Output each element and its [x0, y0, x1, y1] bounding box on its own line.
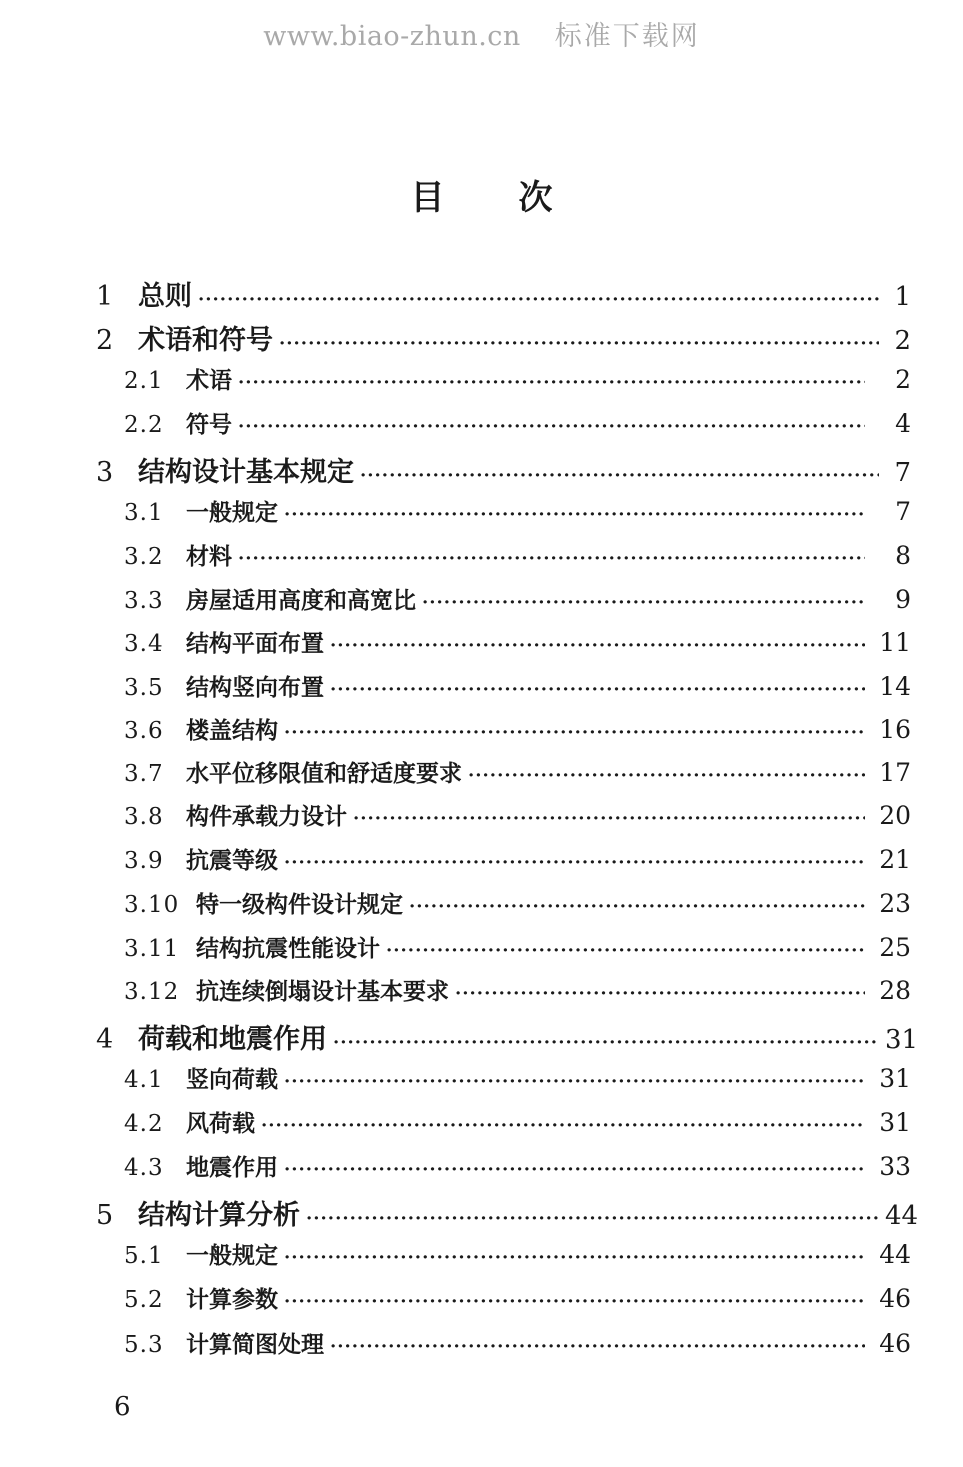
toc-entry-page: 46	[879, 1284, 911, 1313]
toc-entry-title: 结构平面布置	[186, 630, 324, 657]
toc-dot-leader	[284, 724, 865, 742]
toc-entry-title: 地震作用	[186, 1154, 278, 1181]
toc-entry	[96, 274, 911, 313]
watermark-url: www.biao-zhun.cn	[263, 21, 521, 52]
toc-entry-title: 符号	[186, 411, 232, 438]
toc-entry-number: 3.2	[124, 544, 164, 570]
toc-entry-number: 2.2	[124, 412, 164, 438]
page-title: 目次	[410, 178, 627, 218]
toc-entry-page: 31	[879, 1108, 911, 1137]
toc-entry	[124, 538, 911, 571]
toc-dot-leader	[353, 810, 865, 828]
toc-entry-page: 2	[894, 326, 911, 356]
toc-entry-number: 3.1	[124, 500, 164, 526]
toc-entry-number: 5	[96, 1200, 114, 1231]
watermark	[0, 14, 963, 53]
toc-dot-leader	[284, 1161, 865, 1179]
toc-dot-leader	[284, 854, 865, 872]
toc-entry-page: 28	[879, 976, 911, 1005]
toc-entry	[124, 755, 911, 788]
toc-entry-page: 44	[879, 1240, 911, 1269]
page-number: 6	[114, 1392, 131, 1422]
toc-entry-title: 竖向荷载	[186, 1066, 278, 1093]
toc-entry-title: 楼盖结构	[186, 717, 278, 744]
toc-entry-page: 16	[879, 715, 911, 744]
toc-entry	[124, 712, 911, 745]
toc-dot-leader	[284, 506, 865, 524]
toc-entry-page: 14	[879, 672, 911, 701]
toc-dot-leader	[422, 594, 865, 612]
toc-dot-leader	[198, 291, 879, 309]
toc-dot-leader	[238, 374, 865, 392]
toc-entry-title: 计算参数	[186, 1286, 278, 1313]
toc-entry-title: 计算简图处理	[186, 1331, 324, 1358]
toc-entry-page: 46	[879, 1329, 911, 1358]
toc-dot-leader	[333, 1034, 879, 1052]
toc-entry-title: 水平位移限值和舒适度要求	[186, 760, 462, 787]
toc-entry	[124, 625, 911, 658]
toc-entry-number: 4.2	[124, 1111, 164, 1137]
toc-entry	[124, 582, 911, 615]
toc-entry-page: 20	[879, 801, 911, 830]
toc-entry-page: 23	[879, 889, 911, 918]
toc-entry-title: 结构设计基本规定	[138, 457, 354, 488]
toc-entry-number: 3.7	[124, 761, 164, 787]
toc-entry-title: 风荷载	[186, 1110, 255, 1137]
toc-entry-number: 4.1	[124, 1067, 164, 1093]
toc-entry-title: 材料	[186, 543, 232, 570]
toc-entry-number: 2	[96, 325, 114, 356]
toc-entry-number: 3.8	[124, 804, 164, 830]
toc-entry	[124, 930, 911, 963]
toc-entry-number: 3.12	[124, 979, 180, 1005]
toc-entry	[124, 362, 911, 395]
toc-entry-number: 3.10	[124, 892, 180, 918]
toc-entry-number: 3.9	[124, 848, 164, 874]
toc-entry-page: 21	[879, 845, 911, 874]
toc-dot-leader	[284, 1293, 865, 1311]
toc-entry-page: 11	[879, 628, 911, 657]
toc-entry	[124, 1326, 911, 1359]
toc-entry	[124, 1105, 911, 1138]
toc-entry-page: 25	[879, 933, 911, 962]
toc-dot-leader	[409, 898, 865, 916]
toc-entry-number: 3.5	[124, 675, 164, 701]
toc-entry-number: 3.3	[124, 588, 164, 614]
toc-entry	[96, 450, 911, 489]
toc-entry-title: 一般规定	[186, 499, 278, 526]
toc-entry	[124, 886, 911, 919]
toc-entry-title: 术语和符号	[138, 325, 273, 356]
toc-entry-title: 一般规定	[186, 1242, 278, 1269]
toc-entry-page: 2	[895, 365, 911, 394]
toc-entry-page: 17	[879, 758, 911, 787]
watermark-site-name: 标准下载网	[554, 21, 700, 52]
toc-entry-title: 总则	[138, 281, 192, 312]
toc-entry-number: 2.1	[124, 368, 164, 394]
toc-entry-title: 抗连续倒塌设计基本要求	[196, 978, 449, 1005]
toc-entry-number: 3.11	[124, 936, 180, 962]
toc-entry-page: 8	[895, 541, 911, 570]
toc-dot-leader	[238, 550, 865, 568]
toc-entry-title: 抗震等级	[186, 847, 278, 874]
toc-entry-title: 术语	[186, 367, 232, 394]
toc-entry-title: 荷载和地震作用	[138, 1024, 327, 1055]
toc-entry	[124, 1237, 911, 1270]
toc-entry-title: 结构竖向布置	[186, 674, 324, 701]
toc-entry-page: 7	[895, 497, 911, 526]
toc-dot-leader	[360, 467, 879, 485]
toc-entry-page: 4	[895, 409, 911, 438]
toc-entry-page: 31	[879, 1064, 911, 1093]
toc-entry-title: 构件承载力设计	[186, 803, 347, 830]
toc-entry	[124, 842, 911, 875]
toc-entry	[124, 798, 911, 831]
toc-dot-leader	[238, 418, 865, 436]
toc-dot-leader	[330, 1338, 865, 1356]
toc-entry	[96, 318, 911, 357]
toc-entry-page: 31	[885, 1025, 919, 1055]
toc-entry	[124, 973, 911, 1006]
toc-entry-title: 房屋适用高度和高宽比	[186, 587, 416, 614]
toc-entry-number: 4.3	[124, 1155, 164, 1181]
toc-entry	[124, 1149, 911, 1182]
toc-entry-page: 9	[895, 585, 911, 614]
toc-entry-number: 3	[96, 457, 114, 488]
toc-entry-number: 3.6	[124, 718, 164, 744]
toc-dot-leader	[279, 335, 879, 353]
toc-entry-number: 3.4	[124, 631, 164, 657]
toc-entry-number: 1	[96, 281, 114, 312]
toc-dot-leader	[330, 637, 865, 655]
toc-dot-leader	[330, 681, 865, 699]
toc-entry-number: 5.1	[124, 1243, 164, 1269]
toc-dot-leader	[261, 1117, 865, 1135]
toc-entry-title: 结构抗震性能设计	[196, 935, 380, 962]
toc-entry-title: 结构计算分析	[138, 1200, 300, 1231]
toc-entry	[124, 494, 911, 527]
toc-dot-leader	[468, 767, 865, 785]
toc-entry-number: 5.3	[124, 1332, 164, 1358]
toc-entry	[124, 1281, 911, 1314]
toc-dot-leader	[455, 985, 865, 1003]
toc-entry-number: 5.2	[124, 1287, 164, 1313]
toc-entry-page: 1	[894, 282, 911, 312]
toc-entry-title: 特一级构件设计规定	[196, 891, 403, 918]
toc-entry	[96, 1193, 919, 1232]
toc-dot-leader	[386, 942, 865, 960]
toc-entry-page: 44	[885, 1201, 919, 1231]
toc-dot-leader	[306, 1210, 879, 1228]
toc-dot-leader	[284, 1249, 865, 1267]
toc-entry	[96, 1017, 919, 1056]
toc-entry-page: 33	[879, 1152, 911, 1181]
toc-entry	[124, 406, 911, 439]
toc-entry-number: 4	[96, 1024, 114, 1055]
toc-dot-leader	[284, 1073, 865, 1091]
toc-entry	[124, 1061, 911, 1094]
toc-entry-page: 7	[894, 458, 911, 488]
toc-entry	[124, 669, 911, 702]
